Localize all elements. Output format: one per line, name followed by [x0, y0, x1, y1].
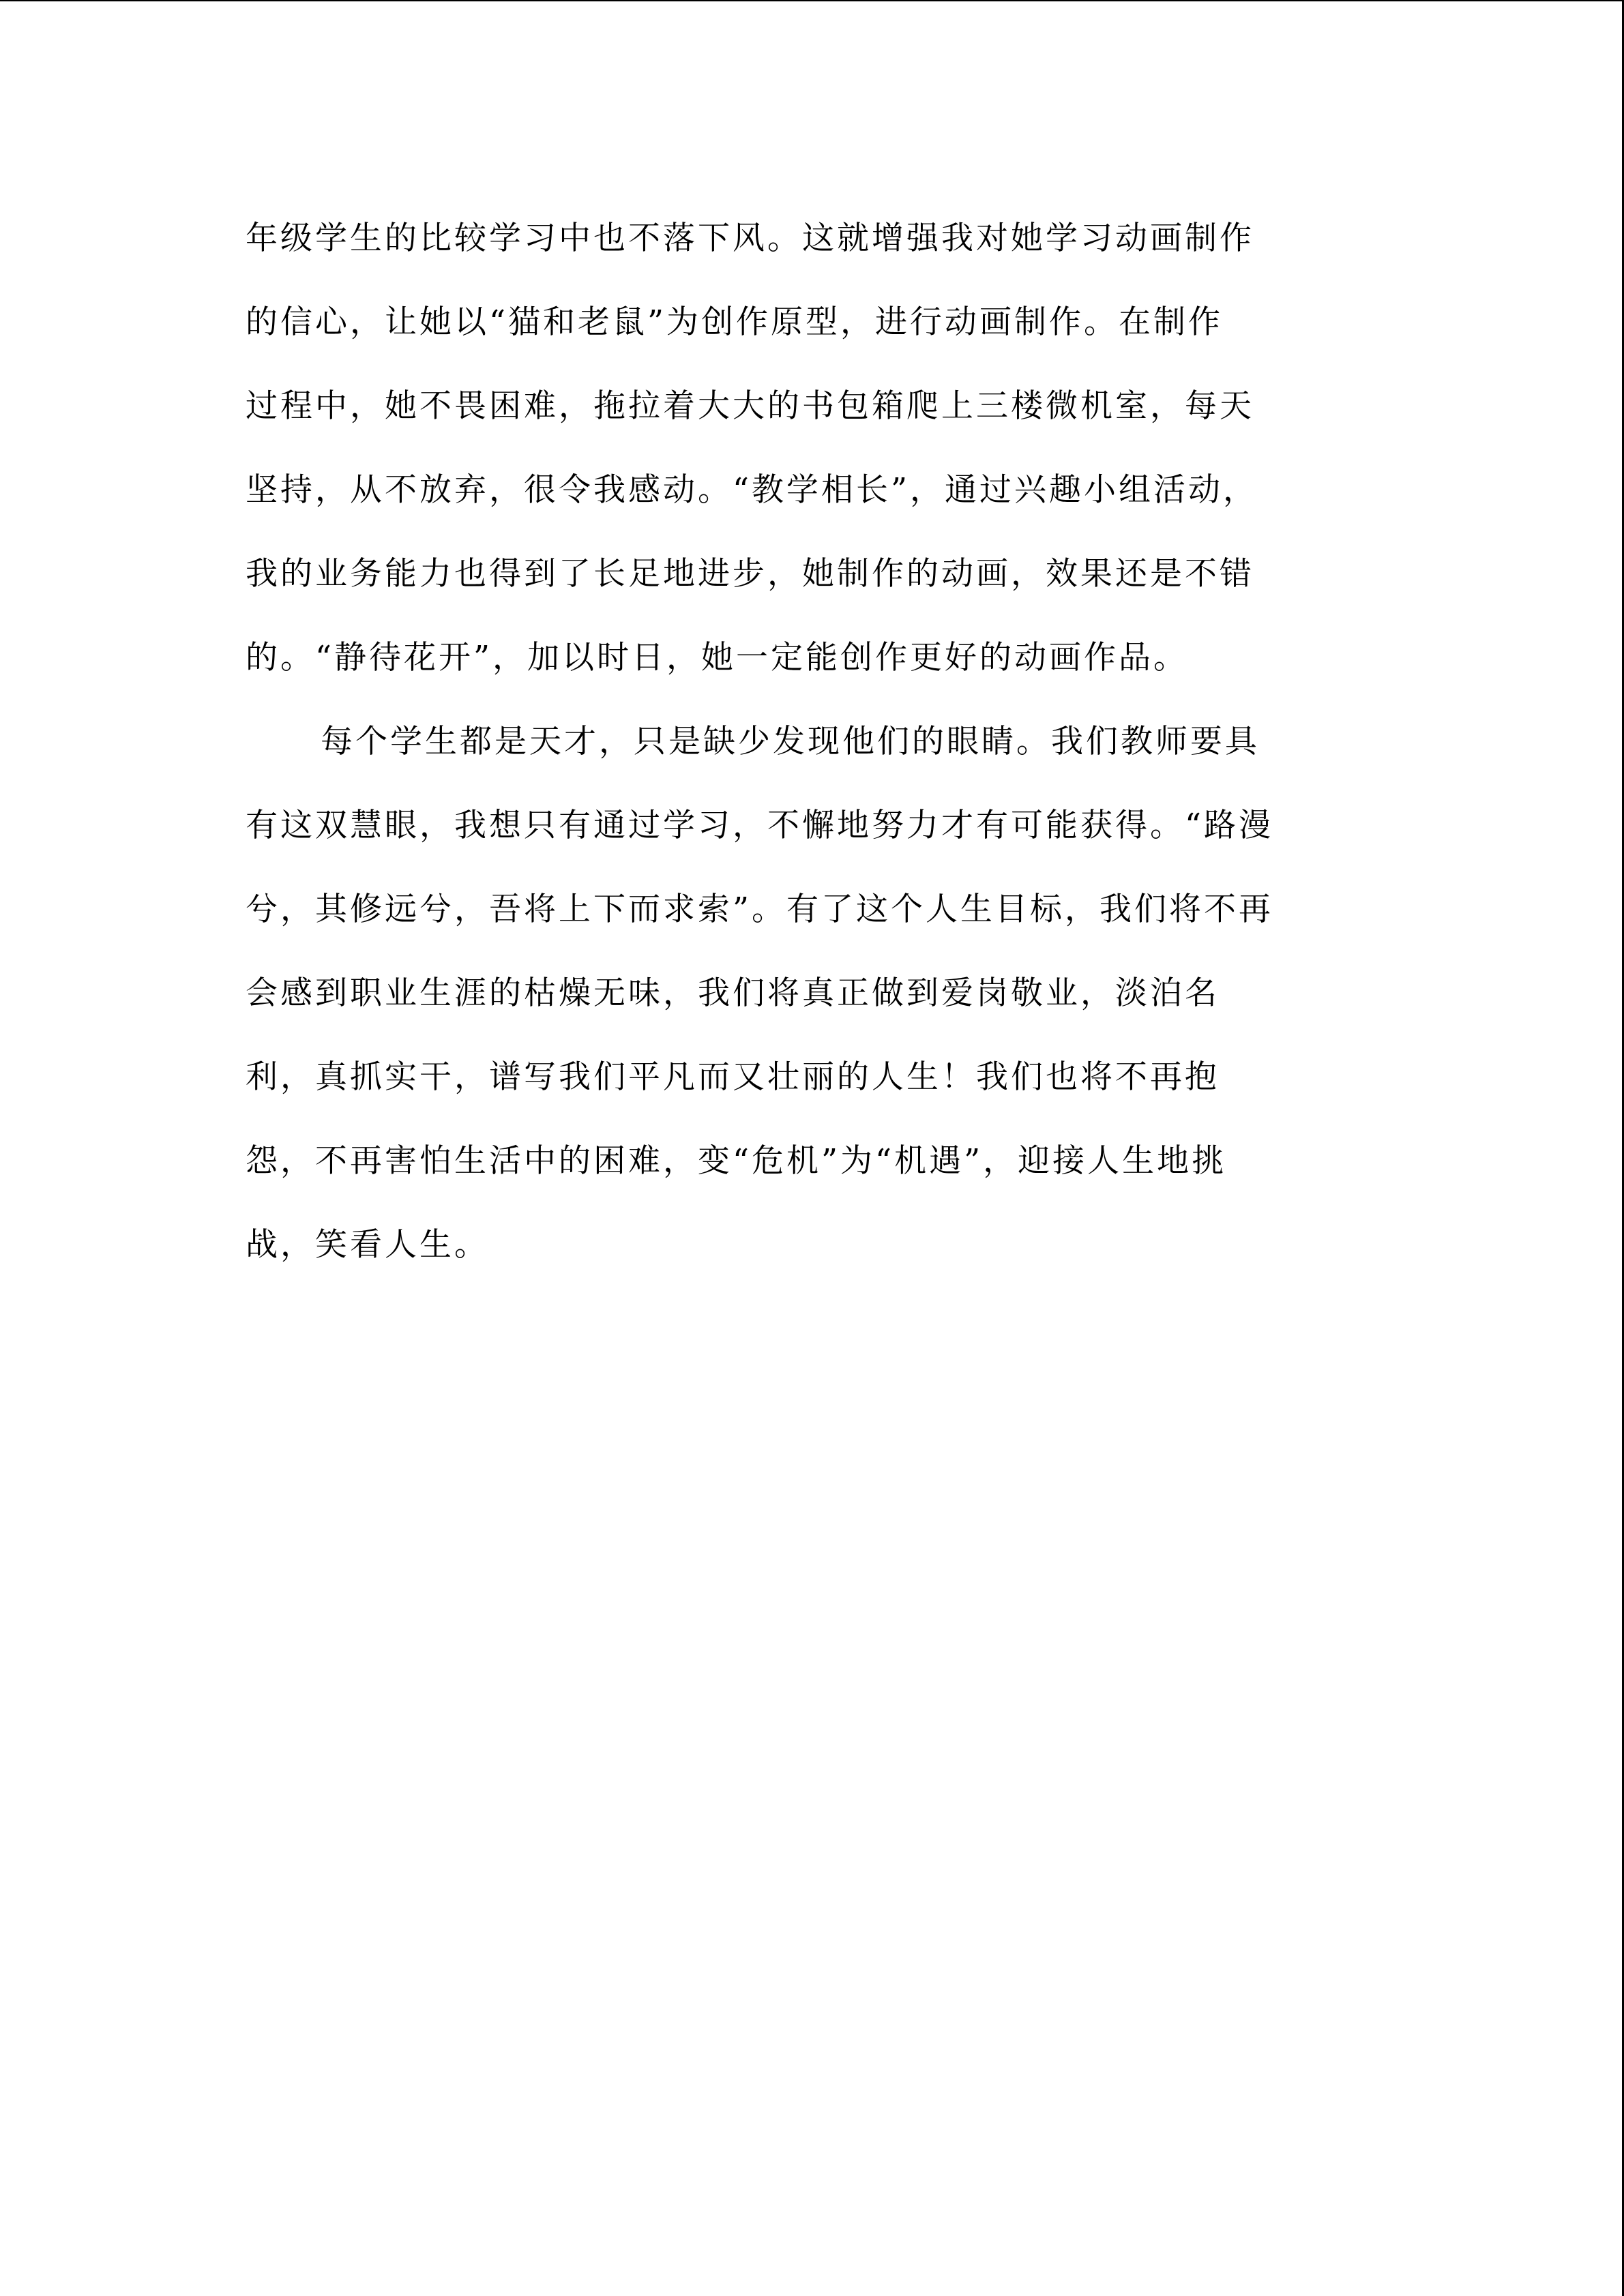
text-line: 的。“静待花开”，加以时日，她一定能创作更好的动画作品。: [246, 639, 1189, 676]
text-line: 兮，其修远兮，吾将上下而求索”。有了这个人生目标，我们将不再: [246, 891, 1274, 928]
paragraph-1: [246, 209, 1378, 712]
text-line: 年级学生的比较学习中也不落下风。这就增强我对她学习动画制作: [246, 220, 1254, 257]
text-line: 每个学生都是天才，只是缺少发现他们的眼睛。我们教师要具: [321, 723, 1260, 760]
text-line: 过程中，她不畏困难，拖拉着大大的书包箱爬上三楼微机室，每天: [246, 387, 1254, 425]
text-line: 的信心，让她以“猫和老鼠”为创作原型，进行动画制作。在制作: [246, 303, 1224, 341]
text-line: 怨，不再害怕生活中的困难，变“危机”为“机遇”，迎接人生地挑: [246, 1142, 1227, 1180]
text-line: 坚持，从不放弃，很令我感动。“教学相长”，通过兴趣小组活动，: [246, 471, 1258, 509]
text-line: 会感到职业生涯的枯燥无味，我们将真正做到爱岗敬业，淡泊名: [246, 974, 1220, 1012]
text-line: 利，真抓实干，谱写我们平凡而又壮丽的人生！我们也将不再抱: [246, 1058, 1220, 1096]
document-body: [246, 209, 1378, 1299]
text-line: 有这双慧眼，我想只有通过学习，不懈地努力才有可能获得。“路漫: [246, 807, 1274, 844]
text-line: 我的业务能力也得到了长足地进步，她制作的动画，效果还是不错: [246, 555, 1254, 593]
page-top-border: [0, 0, 1624, 1]
text-line: 战，笑看人生。: [246, 1226, 489, 1264]
paragraph-2: [246, 712, 1378, 1299]
